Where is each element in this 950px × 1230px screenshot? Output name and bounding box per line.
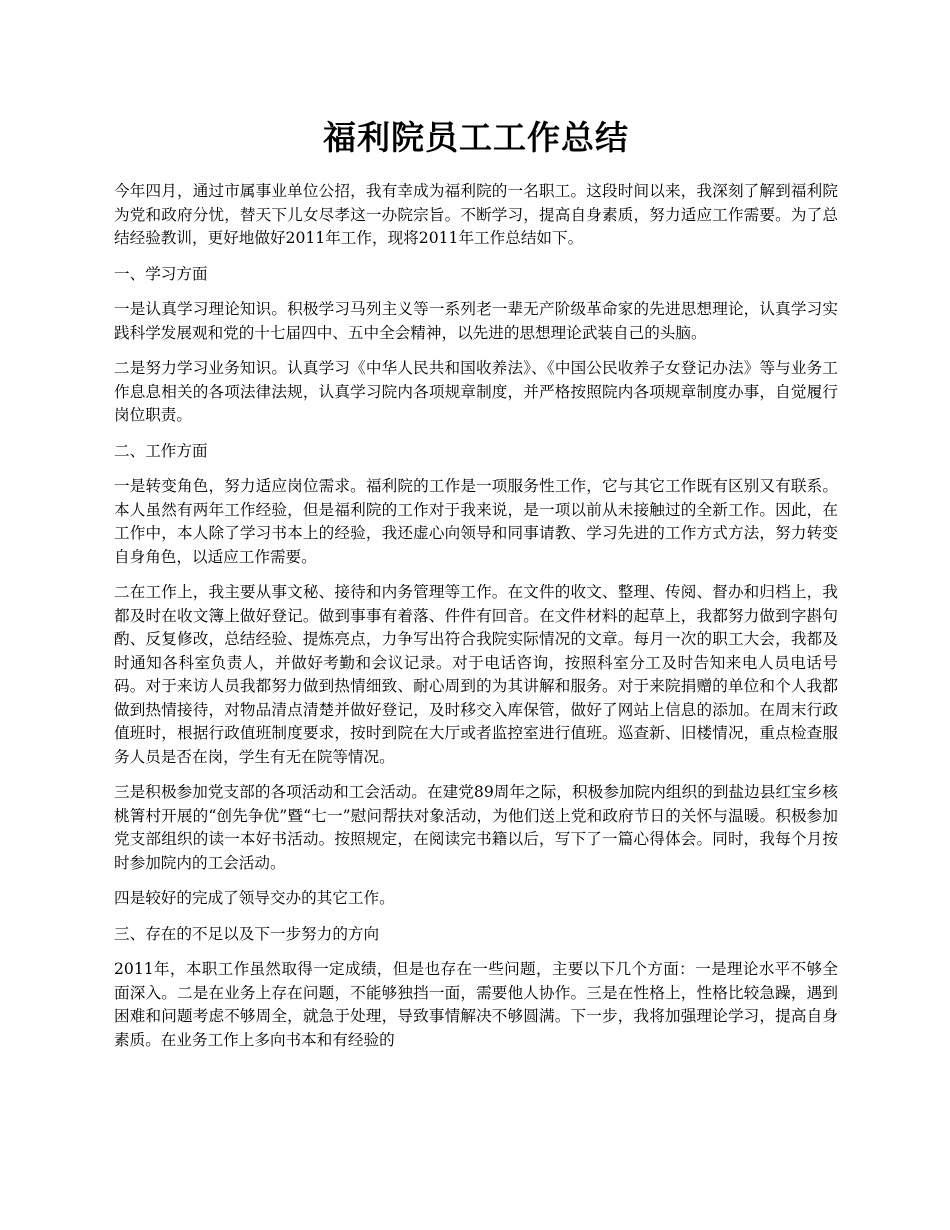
work-paragraph-other: 四是较好的完成了领导交办的其它工作。 xyxy=(114,889,395,907)
document-body xyxy=(114,180,838,1052)
study-paragraph-theory: 一是认真学习理论知识。积极学习马列主义等一系列老一辈无产阶级革命家的先进思想理论，认真学习实践科学发展观和党的十七届四中、五中全会精神，以先进的思想理论武装自己的头脑。 xyxy=(114,300,838,342)
work-paragraph-role: 一是转变角色，努力适应岗位需求。福利院的工作是一项服务性工作，它与其它工作既有区别又有联系。本人虽然有两年工作经验，但是福利院的工作对于我来说，是一项以前从未接触过的全新工作。因此，在工作中，本人除了学习书本上的经验，我还虚心向领导和同事请教、学习先进的工作方式方法，努力转变自身角色，以适应工作需要。 xyxy=(114,477,838,566)
section-heading-work: 二、工作方面 xyxy=(114,441,208,460)
section-heading-shortcomings: 三、存在的不足以及下一步努力的方向 xyxy=(114,924,380,943)
document-page xyxy=(114,0,838,1064)
document-title: 福利院员工工作总结 xyxy=(323,118,629,157)
intro-paragraph: 今年四月，通过市属事业单位公招，我有幸成为福利院的一名职工。这段时间以来，我深刻了解到福利院为党和政府分忧，替天下儿女尽孝这一办院宗旨。不断学习，提高自身素质，努力适应工作需要。为了总结经验教训，更好地做好2011年工作，现将2011年工作总结如下。 xyxy=(114,182,838,247)
shortcomings-paragraph: 2011年，本职工作虽然取得一定成绩，但是也存在一些问题，主要以下几个方面：一是理论水平不够全面深入。二是在业务上存在问题，不能够独挡一面，需要他人协作。三是在性格上，性格比较急躁，遇到困难和问题考虑不够周全，就急于处理，导致事情解决不够圆满。下一步，我将加强理论学习，提高自身素质。在业务工作上多向书本和有经验的 xyxy=(114,960,838,1049)
work-paragraph-activities: 三是积极参加党支部的各项活动和工会活动。在建党89周年之际，积极参加院内组织的到盐边县红宝乡核桃箐村开展的“创先争优”暨“七一”慰问帮扶对象活动，为他们送上党和政府节日的关怀与温暖。积极参加党支部组织的读一本好书活动。按照规定，在阅读完书籍以后，写下了一篇心得体会。同时，我每个月按时参加院内的工会活动。 xyxy=(114,783,838,872)
work-paragraph-duties: 二在工作上，我主要从事文秘、接待和内务管理等工作。在文件的收文、整理、传阅、督办和归档上，我都及时在收文簿上做好登记。做到事事有着落、件件有回音。在文件材料的起草上，我都努力做到字斟句酌、反复修改，总结经验、提炼亮点，力争写出符合我院实际情况的文章。每月一次的职工大会，我都及时通知各科室负责人，并做好考勤和会议记录。对于电话咨询，按照科室分工及时告知来电人员电话号码。对于来访人员我都努力做到热情细致、耐心周到的为其讲解和服务。对于来院捐赠的单位和个人我都做到热情接待，对物品清点清楚并做好登记，及时移交入库保管，做好了网站上信息的添加。在周末行政值班时，根据行政值班制度要求，按时到院在大厅或者监控室进行值班。巡查新、旧楼情况，重点检查服务人员是否在岗，学生有无在院等情况。 xyxy=(114,583,838,766)
section-heading-study: 一、学习方面 xyxy=(114,264,208,283)
study-paragraph-business: 二是努力学习业务知识。认真学习《中华人民共和国收养法》、《中国公民收养子女登记办法》等与业务工作息息相关的各项法律法规，认真学习院内各项规章制度，并严格按照院内各项规章制度办事，自觉履行岗位职责。 xyxy=(114,359,838,424)
